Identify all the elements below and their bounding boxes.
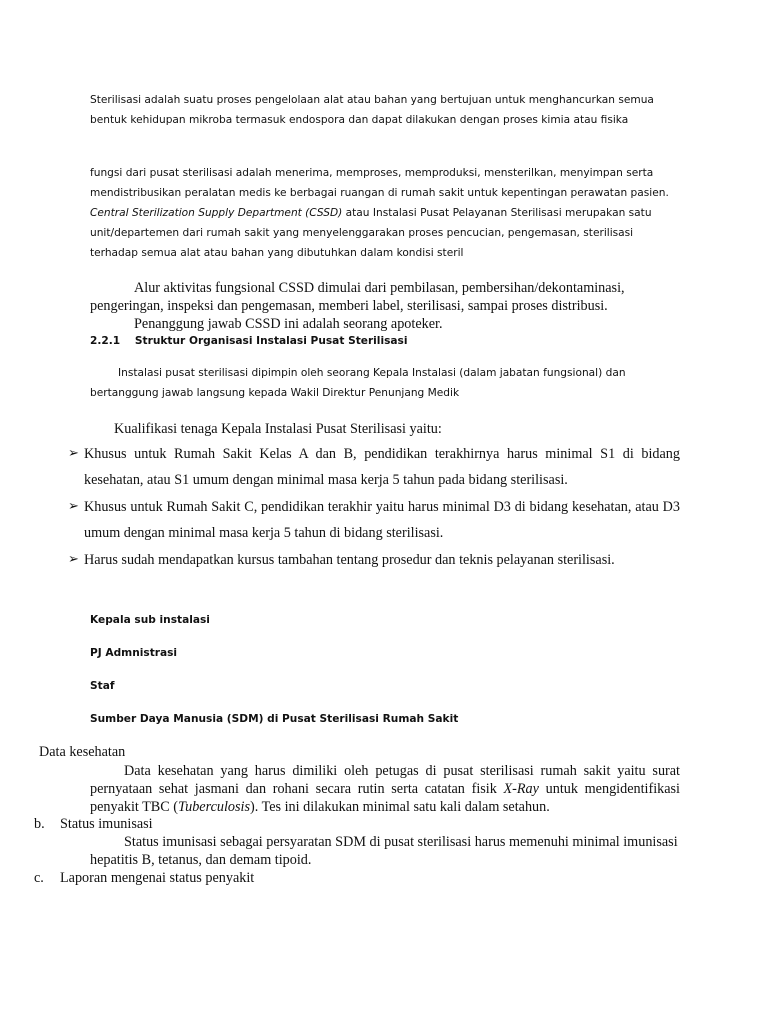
bullet-text: Khusus untuk Rumah Sakit C, pendidikan terakhir yaitu harus minimal D3 di bidang kesehatan, atau D3 umum dengan minimal masa kerja 5 tahun di bidang sterilisasi. — [84, 499, 680, 541]
bullet-item — [68, 494, 680, 546]
bullet-item — [68, 441, 680, 493]
paragraph-alur-aktivitas — [90, 279, 678, 315]
bullet-item — [68, 547, 680, 573]
paragraph-status-imunisasi — [90, 833, 680, 869]
paragraph-text: Sterilisasi adalah suatu proses pengelolaan alat atau bahan yang bertujuan untuk menghancurkan semua bentuk kehidupan mikroba termasuk endospora dan dapat dilakukan dengan proses kimia atau fisika — [90, 94, 654, 126]
paragraph-text — [90, 762, 680, 816]
paragraph-fungsi-cssd — [90, 163, 678, 263]
paragraph-text-part: untuk mengidentifikasi penyakit TBC ( — [90, 781, 680, 815]
list-marker-c: c. — [34, 870, 44, 886]
arrow-bullet-icon: ➢ — [68, 446, 79, 461]
paragraph-text: Status imunisasi sebagai persyaratan SDM di pusat sterilisasi harus memenuhi minimal imunisasi hepatitis B, tetanus, dan demam tipoid. — [90, 834, 678, 868]
paragraph-instalasi-dipimpin — [90, 363, 678, 403]
sdm-heading: Sumber Daya Manusia (SDM) di Pusat Sterilisasi Rumah Sakit — [90, 713, 459, 725]
paragraph-kualifikasi — [114, 420, 674, 438]
org-item-kepala-sub-instalasi: Kepala sub instalasi — [90, 614, 210, 626]
paragraph-text-part: ). Tes ini dilakukan minimal satu kali dalam setahun. — [250, 799, 550, 815]
paragraph-text-part: atau Instalasi Pusat Pelayanan Sterilisasi merupakan satu unit/departemen dari rumah sakit yang menyelenggarakan proses pencucian, pengemasan, sterilisasi terhadap semua alat atau bahan yang dibutuhkan dalam kondisi steril — [90, 207, 652, 259]
paragraph-sterilisasi-definition — [90, 90, 678, 130]
cssd-term: Central Sterilization Supply Department (CSSD) — [90, 207, 343, 219]
section-title-status-imunisasi: Status imunisasi — [60, 816, 153, 832]
tuberculosis-term: Tuberculosis — [178, 799, 251, 815]
paragraph-text: Kualifikasi tenaga Kepala Instalasi Pusat Sterilisasi yaitu: — [114, 421, 442, 437]
section-title-data-kesehatan: Data kesehatan — [39, 744, 126, 760]
org-item-staf: Staf — [90, 680, 115, 692]
xray-term: X-Ray — [503, 781, 539, 797]
org-item-pj-administrasi: PJ Admnistrasi — [90, 647, 178, 659]
arrow-bullet-icon: ➢ — [68, 499, 79, 514]
paragraph-text: Penanggung jawab CSSD ini adalah seorang apoteker. — [134, 316, 443, 332]
section-heading-2-2-1: 2.2.1 Struktur Organisasi Instalasi Pusat Sterilisasi — [90, 335, 408, 347]
list-marker-b: b. — [34, 816, 45, 832]
bullet-text: Khusus untuk Rumah Sakit Kelas A dan B, pendidikan terakhirnya harus minimal S1 di bidang kesehatan, atau S1 umum dengan minimal masa kerja 5 tahun pada bidang sterilisasi. — [84, 446, 680, 488]
paragraph-text — [90, 163, 678, 263]
paragraph-text: Alur aktivitas fungsional CSSD dimulai dari pembilasan, pembersihan/dekontaminasi, pengeringan, inspeksi dan pengemasan, memberi label, sterilisasi, sampai proses distribusi. — [90, 280, 625, 314]
paragraph-text-part: fungsi dari pusat sterilisasi adalah menerima, memproses, memproduksi, mensterilkan, menyimpan serta mendistribusikan peralatan medis ke berbagai ruangan di rumah sakit untuk kepentingan perawatan pasien. — [90, 167, 669, 199]
paragraph-data-kesehatan — [90, 762, 680, 816]
paragraph-text-part: Data kesehatan yang harus dimiliki oleh petugas di pusat sterilisasi rumah sakit yaitu surat pernyataan sehat jasmani dan rohani secara rutin serta catatan fisik — [90, 763, 680, 797]
arrow-bullet-icon: ➢ — [68, 552, 79, 567]
section-title-laporan-status-penyakit: Laporan mengenai status penyakit — [60, 870, 255, 886]
paragraph-text: Instalasi pusat sterilisasi dipimpin oleh seorang Kepala Instalasi (dalam jabatan fungsional) dan bertanggung jawab langsung kepada Wakil Direktur Penunjang Medik — [90, 367, 626, 399]
bullet-text: Harus sudah mendapatkan kursus tambahan tentang prosedur dan teknis pelayanan sterilisasi. — [84, 552, 615, 568]
